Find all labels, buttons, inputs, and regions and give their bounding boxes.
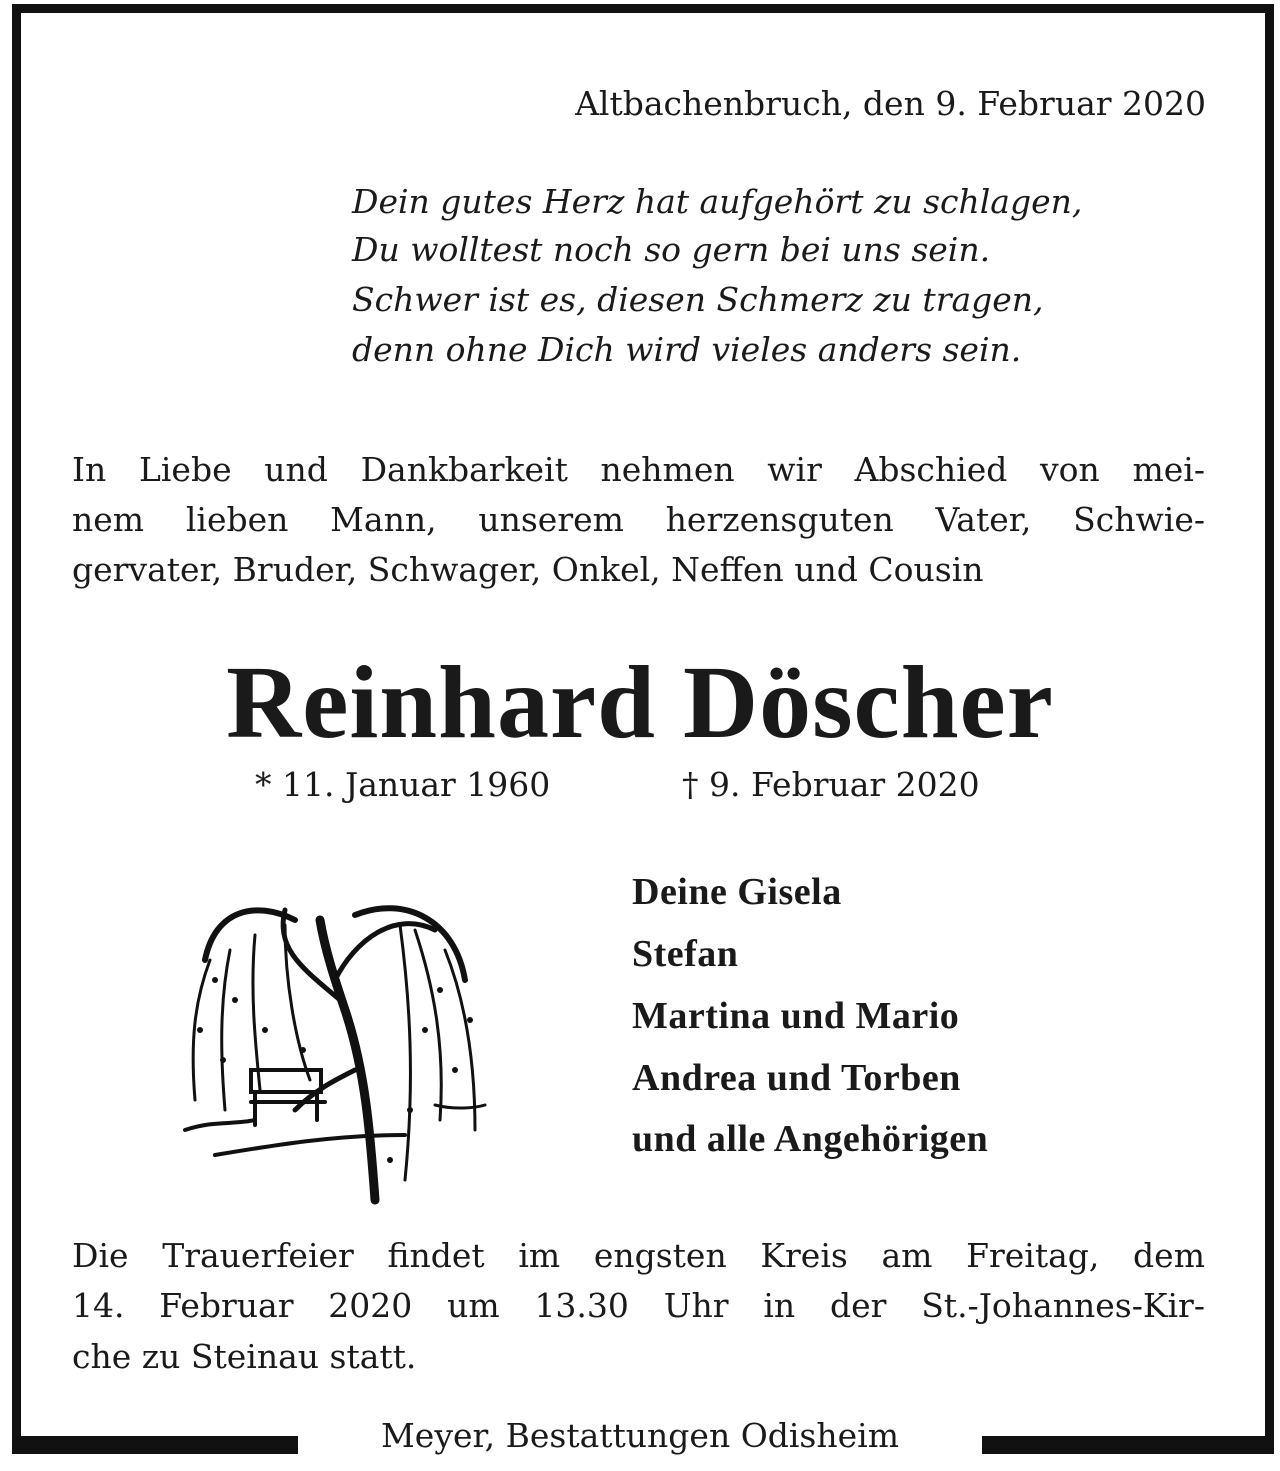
death-date: † 9. Februar 2020 <box>682 765 980 804</box>
place-date: Altbachenbruch, den 9. Februar 2020 <box>575 84 1206 123</box>
intro-line: In Liebe und Dankbarkeit nehmen wir Abschied von mei- <box>72 450 1205 489</box>
family-member: Andrea und Torben <box>632 1057 961 1099</box>
border-top <box>12 4 1274 13</box>
birth-date: * 11. Januar 1960 <box>255 765 551 804</box>
intro-line: gervater, Bruder, Schwager, Onkel, Neffen und Cousin <box>72 550 984 589</box>
poem-line: Schwer ist es, diesen Schmerz zu tragen, <box>352 280 1044 319</box>
family-member: Martina und Mario <box>632 995 960 1037</box>
family-member: und alle Angehörigen <box>632 1118 989 1160</box>
family-member: Stefan <box>632 933 739 975</box>
family-member: Deine Gisela <box>632 871 842 913</box>
poem-line: denn ohne Dich wird vieles anders sein. <box>352 330 1022 369</box>
border-bottom-left <box>12 1436 298 1454</box>
poem-line: Du wolltest noch so gern bei uns sein. <box>352 230 991 269</box>
undertaker-credit: Meyer, Bestattungen Odisheim <box>381 1416 899 1455</box>
intro-line: nem lieben Mann, unserem herzensguten Vater, Schwie- <box>72 500 1205 539</box>
border-bottom-right <box>982 1436 1274 1454</box>
deceased-name: Reinhard Döscher <box>226 645 1054 760</box>
service-line: Die Trauerfeier findet im engsten Kreis am Freitag, dem <box>72 1236 1205 1275</box>
poem-line: Dein gutes Herz hat aufgehört zu schlagen, <box>352 182 1083 221</box>
willow-tree-illustration <box>175 880 495 1210</box>
service-line: che zu Steinau statt. <box>72 1337 417 1376</box>
service-line: 14. Februar 2020 um 13.30 Uhr in der St.-Johannes-Kir- <box>72 1286 1205 1325</box>
